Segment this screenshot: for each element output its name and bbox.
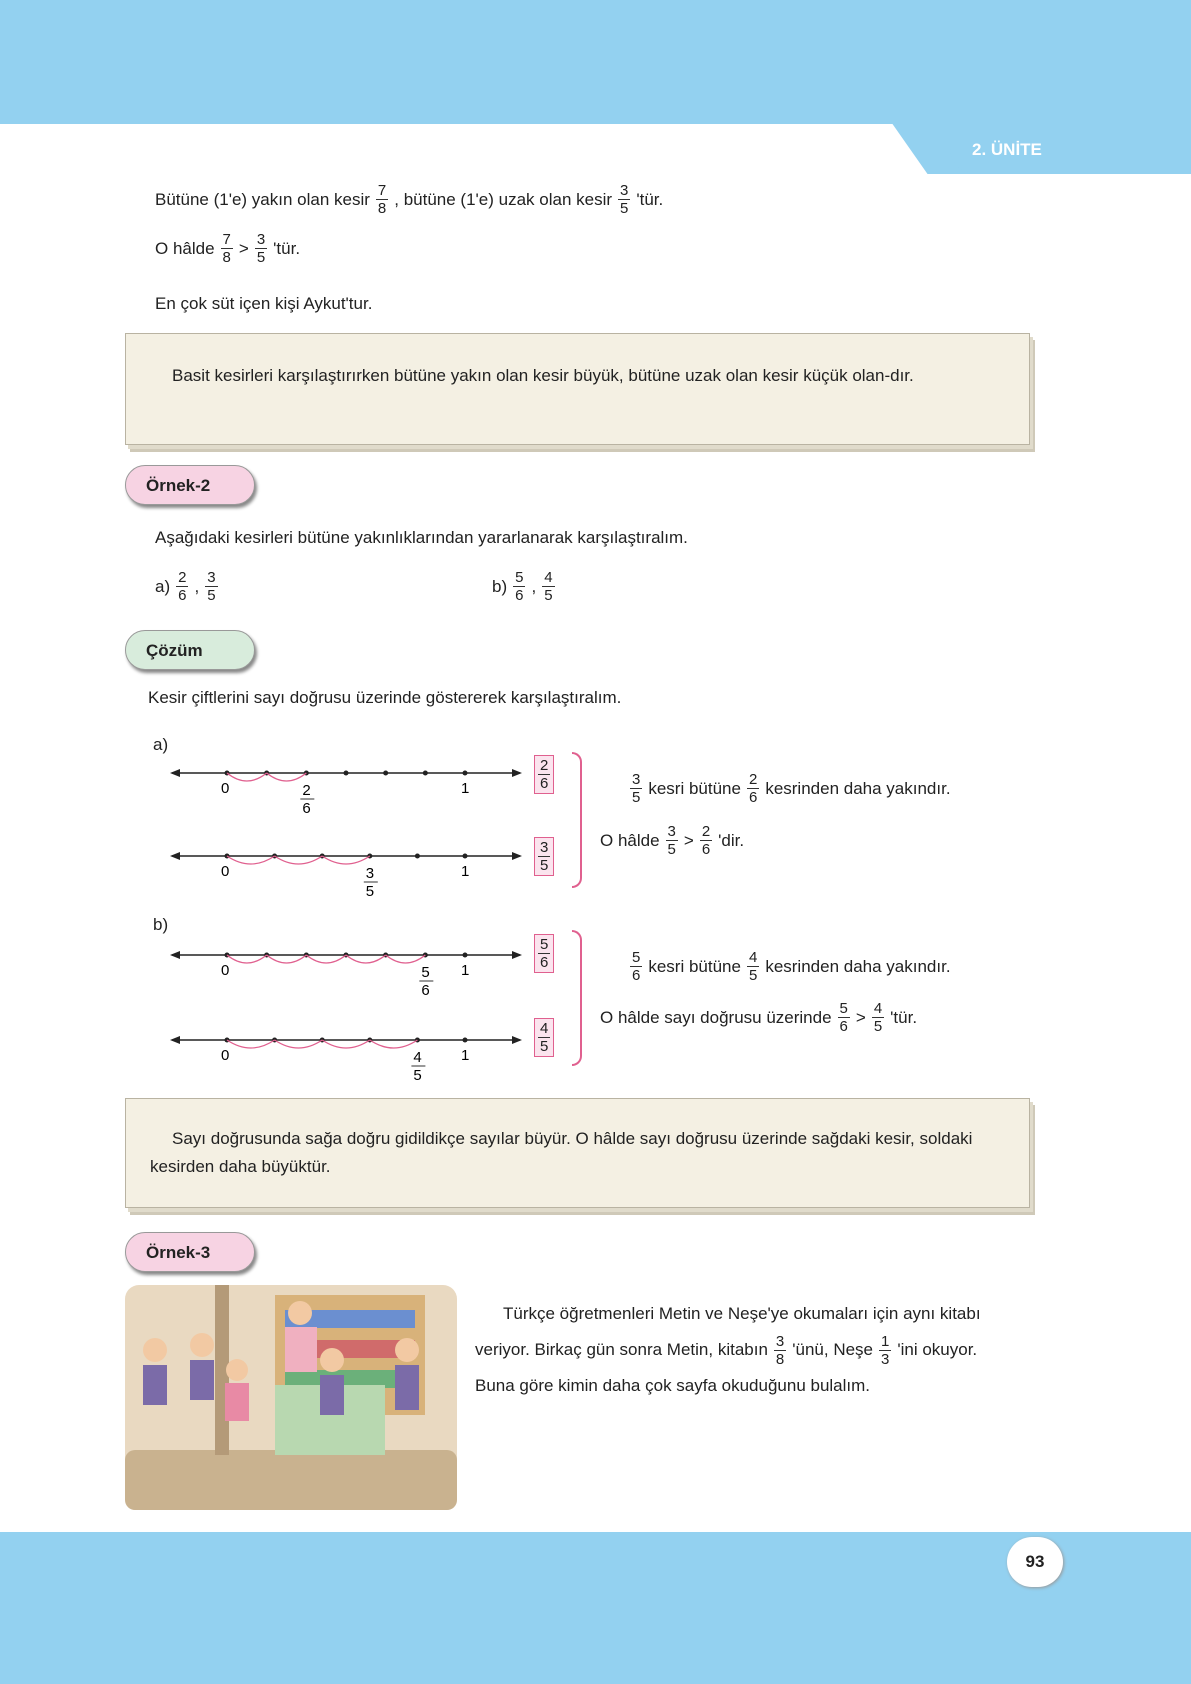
label-one: 1 — [461, 1047, 470, 1064]
fraction-denominator: 5 — [413, 1067, 422, 1084]
arrow-left-icon — [170, 852, 180, 860]
tick-point — [463, 771, 468, 776]
solution-intro: Kesir çiftlerini sayı doğrusu üzerinde göstererek karşılaştıralım. — [148, 688, 622, 707]
jump-arc — [275, 856, 323, 864]
boxed-fraction: $\frac{2}{6}$ — [534, 755, 554, 794]
tick-point — [463, 1038, 468, 1043]
fraction-numerator: 4 — [413, 1049, 422, 1066]
arrow-right-icon — [512, 1036, 522, 1044]
classroom-illustration — [125, 1285, 457, 1510]
part-a-statement-1: $\frac{3}{5}$ kesri bütüne $\frac{2}{6}$ kesrinden daha yakındır. — [632, 771, 951, 806]
arrow-left-icon — [170, 1036, 180, 1044]
jump-arc — [322, 1040, 370, 1048]
label-zero: 0 — [221, 962, 230, 979]
text: O hâlde — [155, 238, 215, 258]
tick-point — [415, 854, 420, 859]
jump-arc — [306, 955, 346, 963]
jump-arc — [227, 856, 275, 864]
jump-arc — [227, 1040, 275, 1048]
text: Türkçe öğretmenleri Metin ve Neşe'ye okumaları için aynı kitabı — [503, 1304, 981, 1323]
fraction: $\frac{3}{5}$ — [620, 182, 629, 217]
unit-tab: 2. ÜNİTE — [950, 124, 1191, 174]
fraction-denominator: 6 — [302, 800, 311, 817]
tick-point — [344, 771, 349, 776]
fraction: $\frac{7}{8}$ — [377, 182, 387, 217]
text: 'tür. — [273, 238, 301, 258]
jump-arc — [227, 955, 267, 963]
label-zero: 0 — [221, 780, 230, 797]
jump-arc — [227, 773, 267, 781]
arrow-right-icon — [512, 769, 522, 777]
note-text: Basit kesirleri karşılaştırırken bütüne yakın olan kesir büyük, bütüne uzak olan kesir küçük olan-dır. — [172, 366, 914, 385]
part-b-statement-1: $\frac{5}{6}$ kesri bütüne $\frac{4}{5}$ kesrinden daha yakındır. — [632, 949, 951, 984]
example-3-text — [475, 1296, 1065, 1404]
jump-arc — [267, 955, 307, 963]
brace — [572, 930, 582, 1066]
example-2-question: Aşağıdaki kesirleri bütüne yakınlıklarından yararlanarak karşılaştıralım. — [155, 528, 688, 547]
text: Bütüne (1'e) yakın olan kesir — [155, 189, 370, 209]
jump-arc — [346, 955, 386, 963]
arrow-left-icon — [170, 951, 180, 959]
tick-point — [463, 854, 468, 859]
tick-point — [383, 771, 388, 776]
jump-arc — [322, 856, 370, 864]
label-zero: 0 — [221, 863, 230, 880]
intro-line-3: En çok süt içen kişi Aykut'tur. — [155, 294, 373, 313]
part-a-statement-2: O hâlde $\frac{3}{5}$ > $\frac{2}{6}$ 'dir. — [600, 823, 745, 858]
number-lines — [0, 0, 600, 1090]
label-one: 1 — [461, 780, 470, 797]
example-2-a: a) $\frac{2}{6}$ , $\frac{3}{5}$ — [155, 569, 216, 604]
jump-arc — [370, 1040, 418, 1048]
fraction: $\frac{3}{5}$ — [256, 231, 266, 266]
example-3-badge: Örnek-3 — [125, 1232, 255, 1272]
label-one: 1 — [461, 962, 470, 979]
label-one: 1 — [461, 863, 470, 880]
fraction-numerator: 3 — [365, 865, 375, 882]
arrow-left-icon — [170, 769, 180, 777]
brace — [572, 752, 582, 888]
text: Buna göre kimin daha çok sayfa okuduğunu bulalım. — [475, 1376, 871, 1395]
operator: > — [238, 238, 249, 258]
arrow-right-icon — [512, 852, 522, 860]
arrow-right-icon — [512, 951, 522, 959]
solution-badge: Çözüm — [125, 630, 255, 670]
part-b-statement-2: O hâlde sayı doğrusu üzerinde $\frac{5}{6}$ > $\frac{4}{5}$ 'tür. — [600, 1000, 918, 1035]
example-2-b: b) $\frac{5}{6}$ , $\frac{4}{5}$ — [492, 569, 553, 604]
tick-point — [463, 953, 468, 958]
jump-arc — [386, 955, 426, 963]
boxed-fraction: $\frac{3}{5}$ — [534, 837, 554, 876]
fraction-denominator: 5 — [365, 883, 375, 900]
text: , bütüne (1'e) uzak olan kesir — [394, 189, 613, 209]
fraction: $\frac{7}{8}$ — [222, 231, 231, 266]
fraction-numerator: 5 — [421, 964, 430, 981]
fraction-denominator: 6 — [421, 982, 430, 999]
note-box-2 — [125, 1098, 1030, 1208]
boxed-fraction: $\frac{4}{5}$ — [534, 1018, 554, 1057]
page-number: 93 — [1007, 1537, 1063, 1587]
text: 'tür. — [636, 189, 664, 209]
jump-arc — [275, 1040, 323, 1048]
fraction-numerator: 2 — [302, 782, 311, 799]
tick-point — [423, 771, 428, 776]
label-zero: 0 — [221, 1047, 230, 1064]
example-2-badge: Örnek-2 — [125, 465, 255, 505]
note-text: Sayı doğrusunda sağa doğru gidildikçe sayılar büyür. O hâlde sayı doğrusu üzerinde sağdaki kesir, soldaki kesirden daha büyüktür. — [150, 1129, 973, 1176]
jump-arc — [267, 773, 307, 781]
part-b-label: b) — [153, 915, 169, 934]
part-a-label: a) — [153, 735, 169, 754]
text: veriyor. Birkaç gün sonra Metin, kitabın $\frac{3}{8}$ 'ünü, Neşe $\frac{1}{3}$ 'ini okuyor. — [475, 1332, 978, 1368]
boxed-fraction: $\frac{5}{6}$ — [534, 934, 554, 973]
